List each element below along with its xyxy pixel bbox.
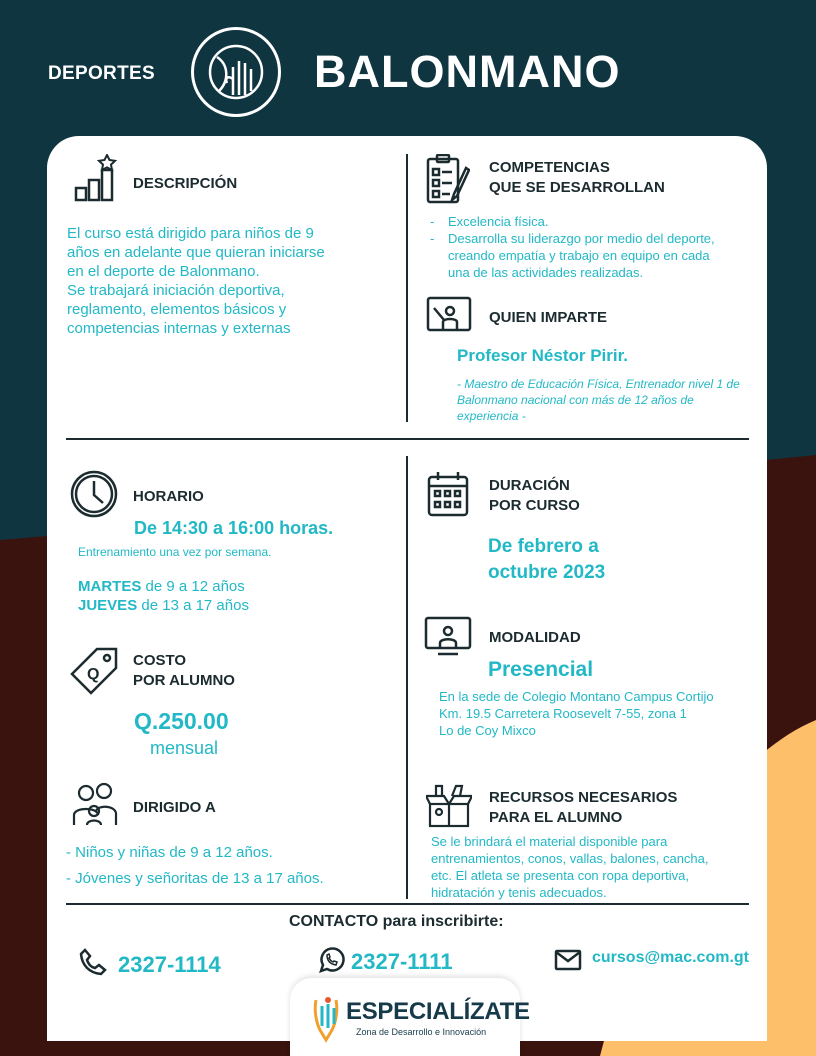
costo-title-line: COSTO [133, 652, 187, 669]
costo-period: mensual [150, 738, 219, 758]
family-icon [69, 781, 119, 832]
divider-middle [66, 438, 749, 440]
list-item: - Excelencia física. [430, 213, 730, 230]
rising-bars-star-icon [74, 154, 118, 207]
recursos-title-line: RECURSOS NECESARIOS [489, 789, 678, 806]
footer-brand: ESPECIALÍZATE [346, 998, 530, 1025]
teacher-board-icon [426, 296, 472, 341]
handball-logo-icon [191, 27, 281, 117]
day-range: de 13 a 17 años [137, 597, 249, 614]
footer-tagline: Zona de Desarrollo e Innovación [356, 1027, 487, 1037]
list-item: - Jóvenes y señoritas de 13 a 17 años. [66, 870, 324, 887]
info-card [47, 136, 767, 1041]
modalidad-value: Presencial [488, 658, 594, 681]
header [0, 0, 816, 135]
clock-icon [69, 469, 119, 524]
duracion-title [489, 476, 580, 516]
presentation-screen-icon [424, 616, 472, 661]
list-item: - Desarrolla su liderazgo por medio del deporte, creando empatía y trabajo en equipo en cada una de las actividades realizadas. [430, 230, 730, 281]
descripcion-line: Se trabajará iniciación deportiva, [67, 282, 285, 299]
phone-number[interactable]: 2327-1114 [118, 952, 221, 977]
descripcion-title: DESCRIPCIÓN [133, 175, 238, 192]
day-label: MARTES [78, 578, 142, 595]
address-line: Km. 19.5 Carretera Roosevelt 7-55, zona 1 [439, 706, 687, 721]
supplies-box-icon [426, 782, 472, 833]
recursos-line: hidratación y tenis adecuados. [431, 885, 607, 900]
duracion-value-line: De febrero a [488, 536, 599, 557]
horario-title: HORARIO [133, 488, 204, 505]
horario-hours: De 14:30 a 16:00 horas. [134, 518, 334, 538]
descripcion-line: El curso está dirigido para niños de 9 [67, 225, 314, 242]
day-range: de 9 a 12 años [141, 578, 245, 595]
phone-icon [79, 948, 107, 981]
modalidad-address [439, 688, 714, 739]
duracion-title-line: DURACIÓN [489, 477, 570, 494]
address-line: Lo de Coy Mixco [439, 723, 536, 738]
whatsapp-icon [317, 946, 345, 979]
descripcion-line: en el deporte de Balonmano. [67, 263, 260, 280]
pencil-logo-icon [312, 996, 350, 1049]
competencias-title-line: QUE SE DESARROLLAN [489, 179, 665, 196]
address-line: En la sede de Colegio Montano Campus Cortijo [439, 689, 714, 704]
contacto-heading [289, 912, 504, 932]
divider-bottom-vertical [406, 456, 408, 899]
costo-title [133, 651, 235, 691]
quien-title: QUIEN IMPARTE [489, 309, 608, 326]
recursos-title-line: PARA EL ALUMNO [489, 809, 623, 826]
recursos-text [431, 833, 709, 901]
divider-bottom [66, 903, 749, 905]
descripcion-line: años en adelante que quieran iniciarse [67, 244, 325, 261]
duracion-value-line: octubre 2023 [488, 562, 606, 583]
day-label: JUEVES [78, 597, 138, 614]
modalidad-title: MODALIDAD [489, 629, 581, 646]
dirigido-title: DIRIGIDO A [133, 799, 216, 816]
email-address[interactable]: cursos@mac.com.gt [592, 949, 749, 966]
contacto-label: CONTACTO [289, 913, 379, 930]
descripcion-line: competencias internas y externas [67, 320, 291, 337]
recursos-line: Se le brindará el material disponible para [431, 834, 668, 849]
whatsapp-number[interactable]: 2327-1111 [351, 949, 453, 974]
horario-day-jueves [78, 596, 249, 615]
costo-price: Q.250.00 [134, 708, 229, 734]
price-tag-icon [69, 646, 119, 701]
header-subtitle: DEPORTES [48, 63, 155, 84]
duracion-value [488, 534, 605, 586]
competencias-title [489, 158, 665, 198]
dirigido-list [66, 840, 324, 892]
descripcion-text [67, 224, 325, 338]
horario-day-martes [78, 577, 245, 596]
costo-title-line: POR ALUMNO [133, 672, 235, 689]
horario-note: Entrenamiento una vez por semana. [78, 545, 272, 559]
list-item: - Niños y niñas de 9 a 12 años. [66, 844, 273, 861]
page-title: BALONMANO [314, 46, 621, 97]
checklist-icon [426, 154, 470, 209]
svg-text:Q: Q [87, 666, 100, 683]
teacher-bio: - Maestro de Educación Física, Entrenador nivel 1 de Balonmano nacional con más de 12 años de experiencia - [457, 377, 740, 423]
recursos-line: entrenamientos, conos, vallas, balones, cancha, [431, 851, 709, 866]
contacto-label-rest: para inscribirte: [378, 913, 504, 930]
competencias-list [430, 213, 730, 281]
competencias-title-line: COMPETENCIAS [489, 159, 610, 176]
recursos-title [489, 788, 677, 828]
duracion-title-line: POR CURSO [489, 497, 580, 514]
teacher-name: Profesor Néstor Pirir. [457, 346, 629, 365]
descripcion-line: reglamento, elementos básicos y [67, 301, 287, 318]
envelope-icon [554, 949, 582, 976]
divider-top-vertical [406, 154, 408, 422]
calendar-icon [427, 471, 469, 522]
recursos-line: etc. El atleta se presenta con ropa deportiva, [431, 868, 689, 883]
